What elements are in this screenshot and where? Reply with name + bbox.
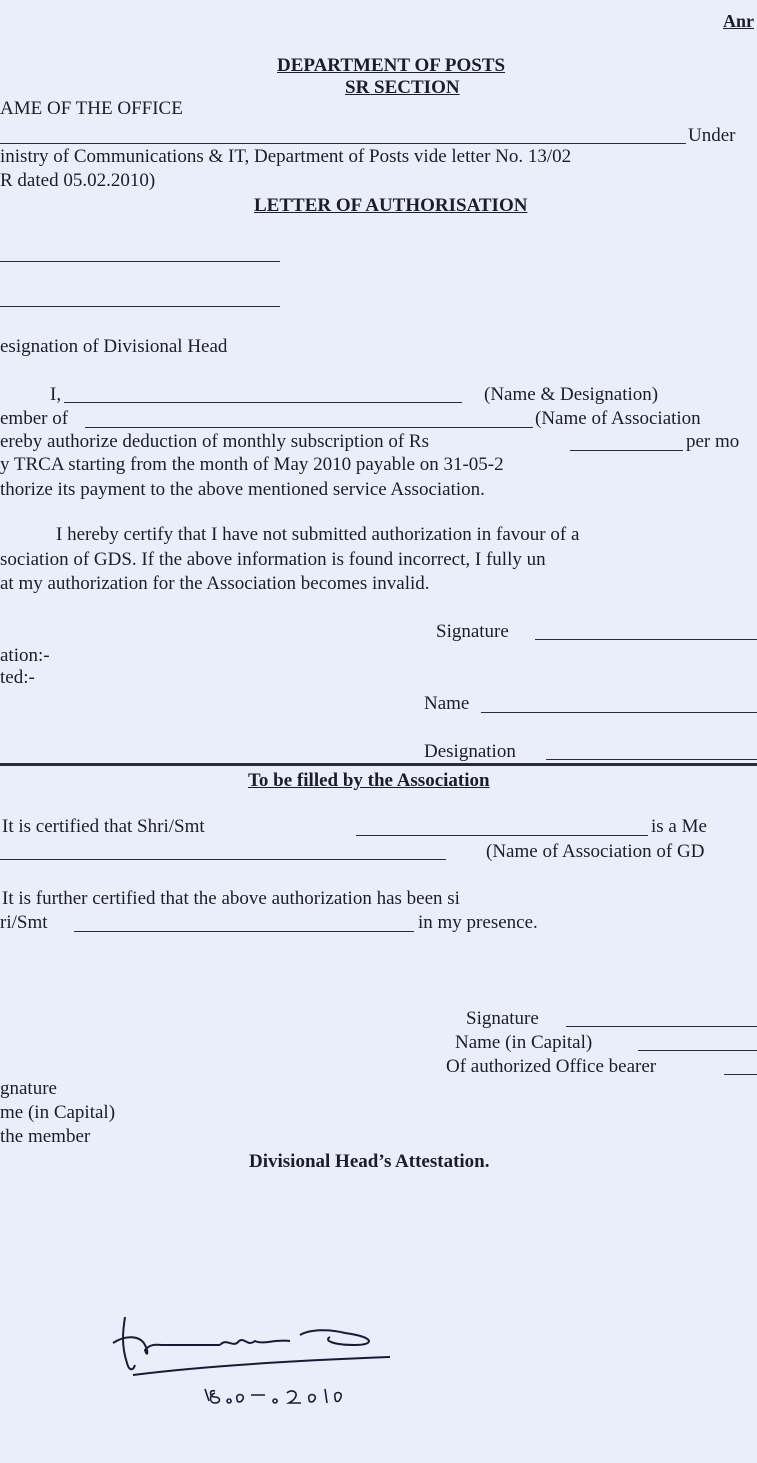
member-name-label: Name	[424, 693, 470, 714]
footer-name-label: me (in Capital)	[0, 1102, 116, 1123]
is-a-member-label: is a Me	[651, 816, 707, 837]
authorize-line: ereby authorize deduction of monthly subscription of Rs	[0, 431, 429, 452]
i-label: I,	[50, 384, 62, 405]
authorized-bearer-line	[724, 1074, 757, 1075]
attestation-heading: Divisional Head’s Attestation.	[249, 1151, 490, 1172]
association-name-caption: (Name of Association	[535, 408, 701, 429]
in-presence-label: in my presence.	[418, 912, 538, 933]
divisional-head-designation: esignation of Divisional Head	[0, 336, 228, 357]
certified-intro: It is certified that Shri/Smt	[2, 816, 205, 837]
presence-name-line	[74, 931, 414, 932]
member-of-label: ember of	[0, 408, 69, 429]
bearer-name-label: Name (in Capital)	[455, 1032, 593, 1053]
department-heading: DEPARTMENT OF POSTS	[277, 55, 506, 76]
annexure-label: Anr	[723, 11, 754, 31]
footer-signature-label: gnature	[0, 1078, 57, 1099]
bearer-name-line	[638, 1050, 757, 1051]
authorized-bearer-label: Of authorized Office bearer	[446, 1056, 657, 1077]
association-gds-caption: (Name of Association of GD	[486, 841, 705, 862]
addressee-line-2	[0, 306, 280, 307]
association-section-heading: To be filled by the Association	[248, 770, 490, 791]
member-designation-line	[546, 759, 757, 760]
footer-member-label: the member	[0, 1126, 91, 1147]
member-name-sign-line	[481, 712, 757, 713]
trca-line: y TRCA starting from the month of May 2010 payable on 31-05-2	[0, 454, 504, 475]
amount-line	[570, 450, 683, 451]
member-name-line	[64, 402, 462, 403]
payment-line: thorize its payment to the above mentioned service Association.	[0, 479, 485, 500]
section-divider	[0, 763, 757, 766]
shri-smt-label: ri/Smt	[0, 912, 48, 933]
bearer-signature-label: Signature	[466, 1008, 539, 1029]
ministry-line: inistry of Communications & IT, Department of Posts vide letter No. 13/02	[0, 146, 572, 167]
handwritten-signature	[105, 1305, 405, 1405]
certify-line-1: I hereby certify that I have not submitted authorization in favour of a	[56, 524, 580, 545]
member-signature-line	[535, 639, 757, 640]
association-name-line	[85, 427, 533, 428]
association-gds-line	[0, 859, 446, 860]
certify-line-2: sociation of GDS. If the above information is found incorrect, I fully un	[0, 549, 546, 570]
station-label: ation:-	[0, 645, 50, 666]
dated-label: ted:-	[0, 667, 35, 688]
further-certified-line: It is further certified that the above authorization has been si	[2, 888, 460, 909]
member-signature-label: Signature	[436, 621, 509, 642]
name-designation-caption: (Name & Designation)	[484, 384, 659, 405]
addressee-line-1	[0, 261, 280, 262]
letter-date-line: R dated 05.02.2010)	[0, 170, 156, 191]
office-name-line	[0, 143, 686, 144]
certify-line-3: at my authorization for the Association becomes invalid.	[0, 573, 430, 594]
office-name-label: AME OF THE OFFICE	[0, 98, 183, 119]
bearer-signature-line	[566, 1026, 757, 1027]
letter-title: LETTER OF AUTHORISATION	[254, 195, 528, 216]
under-label: Under	[688, 125, 736, 146]
certified-member-line	[356, 835, 648, 836]
member-designation-label: Designation	[424, 741, 516, 762]
per-month-label: per mo	[686, 431, 740, 452]
section-heading: SR SECTION	[345, 77, 460, 98]
